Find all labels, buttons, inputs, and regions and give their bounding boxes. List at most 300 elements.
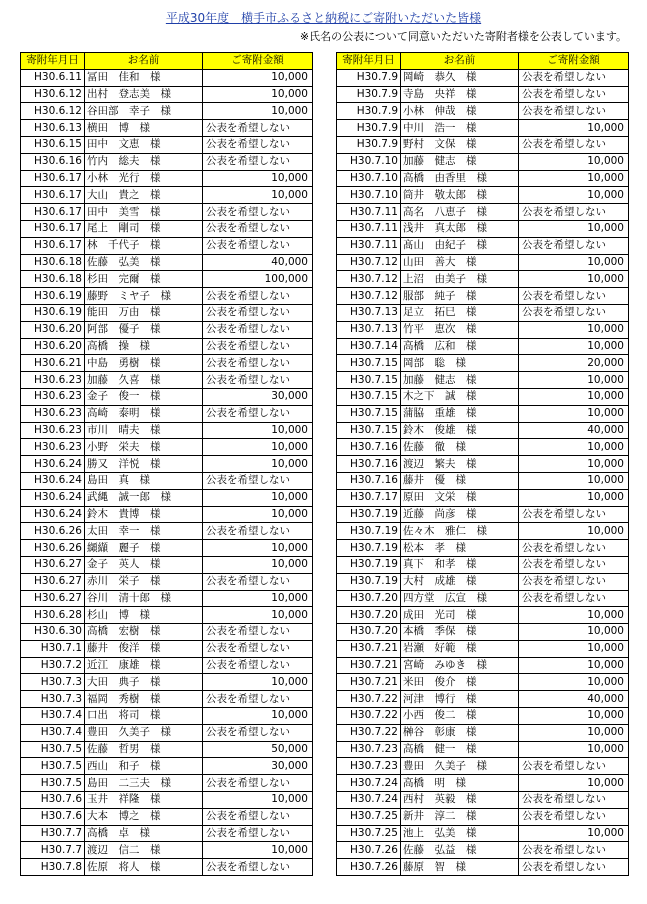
name-cell: 冨田 佳和 様 [85,69,203,86]
amount-cell: 公表を希望しない [203,136,313,153]
name-cell: 西村 英毅 様 [401,792,519,809]
table-row [21,355,313,372]
table-row [337,691,629,708]
table-row [21,69,313,86]
name-cell: 加藤 久喜 様 [85,372,203,389]
table-row [21,439,313,456]
table-row [337,775,629,792]
date-cell: H30.7.24 [337,792,401,809]
date-cell: H30.7.22 [337,724,401,741]
amount-cell: 公表を希望しない [203,859,313,876]
table-row [21,808,313,825]
date-cell: H30.6.24 [21,489,85,506]
table-row [21,573,313,590]
name-cell: 阿部 優子 様 [85,321,203,338]
name-cell: 高橋 明 様 [401,775,519,792]
table-row [337,204,629,221]
date-cell: H30.7.15 [337,422,401,439]
table-row [337,540,629,557]
table-row [21,792,313,809]
name-cell: 岩瀬 好範 様 [401,640,519,657]
amount-cell: 公表を希望しない [203,808,313,825]
date-cell: H30.6.15 [21,136,85,153]
amount-cell: 10,000 [519,741,629,758]
amount-cell: 100,000 [203,271,313,288]
name-cell: 岡部 聡 様 [401,355,519,372]
name-cell: 足立 拓巳 様 [401,304,519,321]
table-row [21,388,313,405]
amount-cell: 公表を希望しない [203,120,313,137]
name-cell: 高橋 卓 様 [85,825,203,842]
amount-cell: 10,000 [519,439,629,456]
table-row [21,304,313,321]
name-cell: 鈴木 貴博 様 [85,506,203,523]
amount-cell: 10,000 [519,187,629,204]
amount-cell: 10,000 [203,708,313,725]
name-cell: 小野 栄夫 様 [85,439,203,456]
table-row [21,120,313,137]
name-cell: 蒲脇 重雄 様 [401,405,519,422]
table-row [21,691,313,708]
table-row [337,708,629,725]
date-cell: H30.7.13 [337,321,401,338]
name-cell: 杉山 博 様 [85,607,203,624]
table-row [337,187,629,204]
date-cell: H30.6.17 [21,220,85,237]
name-cell: 金子 英人 様 [85,556,203,573]
table-row [337,506,629,523]
name-cell: 田中 美雪 様 [85,204,203,221]
header-amount: ご寄附金額 [519,53,629,70]
table-row [21,624,313,641]
page-title: 平成30年度 横手市ふるさと納税にご寄附いただいた皆様 [165,11,482,25]
date-cell: H30.7.15 [337,372,401,389]
amount-cell: 公表を希望しない [203,691,313,708]
amount-cell: 公表を希望しない [203,372,313,389]
table-row [21,456,313,473]
date-cell: H30.6.26 [21,523,85,540]
date-cell: H30.6.17 [21,204,85,221]
name-cell: 宮崎 みゆき 様 [401,657,519,674]
date-cell: H30.7.23 [337,758,401,775]
date-cell: H30.6.18 [21,271,85,288]
date-cell: H30.6.16 [21,153,85,170]
amount-cell: 公表を希望しない [203,220,313,237]
table-row [21,271,313,288]
date-cell: H30.6.17 [21,170,85,187]
table-row [337,237,629,254]
name-cell: 谷田部 幸子 様 [85,103,203,120]
table-row [21,708,313,725]
table-row [337,288,629,305]
table-row [21,674,313,691]
amount-cell: 公表を希望しない [203,624,313,641]
amount-cell: 10,000 [519,321,629,338]
table-row [337,69,629,86]
date-cell: H30.7.20 [337,607,401,624]
amount-cell: 10,000 [203,187,313,204]
table-row [21,187,313,204]
table-row [21,136,313,153]
name-cell: 本橋 季保 様 [401,624,519,641]
date-cell: H30.7.24 [337,775,401,792]
amount-cell: 公表を希望しない [203,657,313,674]
table-row [21,842,313,859]
name-cell: 加藤 健志 様 [401,153,519,170]
amount-cell: 公表を希望しない [203,775,313,792]
name-cell: 高橋 操 様 [85,338,203,355]
table-row [21,372,313,389]
amount-cell: 10,000 [519,405,629,422]
table-row [337,86,629,103]
amount-cell: 公表を希望しない [519,758,629,775]
table-row [337,724,629,741]
amount-cell: 公表を希望しない [203,640,313,657]
table-row [21,288,313,305]
table-row [21,741,313,758]
date-cell: H30.6.20 [21,338,85,355]
date-cell: H30.7.25 [337,808,401,825]
name-cell: 能田 万由 様 [85,304,203,321]
table-row [337,456,629,473]
name-cell: 纐纈 麗子 様 [85,540,203,557]
amount-cell: 10,000 [203,103,313,120]
date-cell: H30.7.16 [337,439,401,456]
table-row [21,640,313,657]
date-cell: H30.6.23 [21,388,85,405]
date-cell: H30.6.28 [21,607,85,624]
amount-cell: 公表を希望しない [519,304,629,321]
table-row [337,170,629,187]
date-cell: H30.7.16 [337,456,401,473]
amount-cell: 公表を希望しない [519,540,629,557]
name-cell: 藤井 優 様 [401,472,519,489]
amount-cell: 10,000 [519,120,629,137]
table-row [21,338,313,355]
table-row [21,405,313,422]
amount-cell: 10,000 [519,338,629,355]
name-cell: 赤川 栄子 様 [85,573,203,590]
date-cell: H30.6.24 [21,456,85,473]
name-cell: 市川 晴夫 様 [85,422,203,439]
date-cell: H30.7.19 [337,523,401,540]
name-cell: 口出 将司 様 [85,708,203,725]
amount-cell: 10,000 [519,640,629,657]
date-cell: H30.6.17 [21,187,85,204]
amount-cell: 公表を希望しない [203,573,313,590]
name-cell: 藤井 俊洋 様 [85,640,203,657]
table-row [21,758,313,775]
date-cell: H30.6.23 [21,372,85,389]
date-cell: H30.6.20 [21,321,85,338]
amount-cell: 公表を希望しない [519,556,629,573]
amount-cell: 10,000 [519,708,629,725]
date-cell: H30.7.10 [337,187,401,204]
amount-cell: 公表を希望しない [203,304,313,321]
table-row [21,859,313,876]
amount-cell: 10,000 [203,792,313,809]
header-name: お名前 [401,53,519,70]
name-cell: 浅井 真太郎 様 [401,220,519,237]
date-cell: H30.7.26 [337,842,401,859]
date-cell: H30.7.2 [21,657,85,674]
donor-table-right [336,52,629,876]
table-row [337,842,629,859]
name-cell: 米田 俊介 様 [401,674,519,691]
name-cell: 佐藤 弘美 様 [85,254,203,271]
date-cell: H30.6.21 [21,355,85,372]
name-cell: 服部 純子 様 [401,288,519,305]
amount-cell: 10,000 [519,674,629,691]
amount-cell: 10,000 [519,624,629,641]
name-cell: 筒井 敬太郎 様 [401,187,519,204]
name-cell: 高名 八恵子 様 [401,204,519,221]
name-cell: 成田 光司 様 [401,607,519,624]
amount-cell: 公表を希望しない [203,405,313,422]
table-row [21,204,313,221]
name-cell: 横田 博 様 [85,120,203,137]
amount-cell: 公表を希望しない [203,825,313,842]
date-cell: H30.7.23 [337,741,401,758]
name-cell: 田中 文恵 様 [85,136,203,153]
date-cell: H30.6.19 [21,304,85,321]
table-row [21,724,313,741]
amount-cell: 30,000 [203,388,313,405]
table-row [337,405,629,422]
name-cell: 出村 登志美 様 [85,86,203,103]
table-row [21,607,313,624]
table-row [337,439,629,456]
table-row [337,254,629,271]
name-cell: 福岡 秀樹 様 [85,691,203,708]
amount-cell: 公表を希望しない [519,842,629,859]
name-cell: 林 千代子 様 [85,237,203,254]
amount-cell: 10,000 [519,825,629,842]
date-cell: H30.7.11 [337,237,401,254]
date-cell: H30.7.25 [337,825,401,842]
date-cell: H30.7.16 [337,472,401,489]
amount-cell: 公表を希望しない [519,859,629,876]
table-row [337,103,629,120]
amount-cell: 50,000 [203,741,313,758]
name-cell: 野村 文保 様 [401,136,519,153]
header-date: 寄附年月日 [337,53,401,70]
amount-cell: 10,000 [203,422,313,439]
date-cell: H30.6.24 [21,506,85,523]
date-cell: H30.7.15 [337,405,401,422]
donor-table-left [20,52,313,876]
date-cell: H30.6.23 [21,422,85,439]
date-cell: H30.7.20 [337,624,401,641]
date-cell: H30.7.19 [337,556,401,573]
amount-cell: 公表を希望しない [203,523,313,540]
amount-cell: 10,000 [203,86,313,103]
date-cell: H30.7.21 [337,657,401,674]
name-cell: 佐々木 雅仁 様 [401,523,519,540]
table-row [337,808,629,825]
date-cell: H30.7.6 [21,808,85,825]
header-row [21,53,313,70]
table-row [21,472,313,489]
table-row [21,103,313,120]
date-cell: H30.7.9 [337,86,401,103]
amount-cell: 公表を希望しない [519,590,629,607]
name-cell: 勝又 洋悦 様 [85,456,203,473]
date-cell: H30.7.3 [21,691,85,708]
table-row [337,674,629,691]
table-row [21,775,313,792]
table-row [337,859,629,876]
name-cell: 太田 幸一 様 [85,523,203,540]
name-cell: 鈴木 俊雄 様 [401,422,519,439]
table-row [337,220,629,237]
name-cell: 藤野 ミヤ子 様 [85,288,203,305]
amount-cell: 10,000 [519,153,629,170]
date-cell: H30.7.11 [337,220,401,237]
amount-cell: 10,000 [519,607,629,624]
name-cell: 豊田 久美子 様 [401,758,519,775]
name-cell: 河津 博行 様 [401,691,519,708]
amount-cell: 公表を希望しない [519,573,629,590]
date-cell: H30.7.11 [337,204,401,221]
date-cell: H30.7.5 [21,758,85,775]
name-cell: 新井 淳二 様 [401,808,519,825]
date-cell: H30.7.21 [337,640,401,657]
table-row [337,825,629,842]
date-cell: H30.7.1 [21,640,85,657]
date-cell: H30.7.15 [337,388,401,405]
amount-cell: 10,000 [203,489,313,506]
name-cell: 上沼 由美子 様 [401,271,519,288]
amount-cell: 10,000 [519,523,629,540]
name-cell: 松本 孝 様 [401,540,519,557]
name-cell: 四方堂 広宣 様 [401,590,519,607]
amount-cell: 10,000 [203,170,313,187]
name-cell: 中川 浩一 様 [401,120,519,137]
date-cell: H30.6.12 [21,86,85,103]
header-name: お名前 [85,53,203,70]
name-cell: 渡辺 繁夫 様 [401,456,519,473]
amount-cell: 10,000 [203,540,313,557]
name-cell: 大田 典子 様 [85,674,203,691]
date-cell: H30.7.19 [337,506,401,523]
date-cell: H30.7.19 [337,540,401,557]
date-cell: H30.7.13 [337,304,401,321]
date-cell: H30.6.23 [21,405,85,422]
name-cell: 池上 弘美 様 [401,825,519,842]
amount-cell: 10,000 [519,220,629,237]
date-cell: H30.6.26 [21,540,85,557]
date-cell: H30.7.9 [337,136,401,153]
date-cell: H30.7.15 [337,355,401,372]
amount-cell: 公表を希望しない [203,237,313,254]
date-cell: H30.7.10 [337,170,401,187]
date-cell: H30.7.8 [21,859,85,876]
date-cell: H30.6.13 [21,120,85,137]
amount-cell: 公表を希望しない [203,288,313,305]
date-cell: H30.7.9 [337,69,401,86]
date-cell: H30.7.4 [21,724,85,741]
date-cell: H30.7.22 [337,708,401,725]
name-cell: 近江 康雄 様 [85,657,203,674]
date-cell: H30.7.10 [337,153,401,170]
amount-cell: 公表を希望しない [203,472,313,489]
table-row [337,153,629,170]
table-row [337,304,629,321]
amount-cell: 30,000 [203,758,313,775]
amount-cell: 公表を希望しない [203,321,313,338]
date-cell: H30.7.9 [337,103,401,120]
name-cell: 島田 二三夫 様 [85,775,203,792]
name-cell: 島田 真 様 [85,472,203,489]
table-row [337,573,629,590]
name-cell: 小林 伸哉 様 [401,103,519,120]
name-cell: 西山 和子 様 [85,758,203,775]
date-cell: H30.7.3 [21,674,85,691]
table-row [21,170,313,187]
name-cell: 山田 善大 様 [401,254,519,271]
date-cell: H30.6.24 [21,472,85,489]
amount-cell: 10,000 [519,472,629,489]
date-cell: H30.6.19 [21,288,85,305]
table-row [21,321,313,338]
table-row [21,825,313,842]
date-cell: H30.7.5 [21,741,85,758]
amount-cell: 10,000 [519,170,629,187]
date-cell: H30.7.5 [21,775,85,792]
table-row [337,472,629,489]
date-cell: H30.6.30 [21,624,85,641]
amount-cell: 40,000 [519,691,629,708]
header-row [337,53,629,70]
date-cell: H30.6.18 [21,254,85,271]
name-cell: 武縄 誠一郎 様 [85,489,203,506]
amount-cell: 公表を希望しない [203,153,313,170]
amount-cell: 10,000 [519,372,629,389]
amount-cell: 10,000 [519,456,629,473]
date-cell: H30.7.6 [21,792,85,809]
amount-cell: 10,000 [203,439,313,456]
date-cell: H30.7.12 [337,271,401,288]
amount-cell: 公表を希望しない [519,86,629,103]
date-cell: H30.6.17 [21,237,85,254]
table-row [337,556,629,573]
name-cell: 榊谷 彰康 様 [401,724,519,741]
name-cell: 高橋 健一 様 [401,741,519,758]
table-row [21,590,313,607]
amount-cell: 公表を希望しない [203,338,313,355]
table-row [337,120,629,137]
table-row [337,338,629,355]
date-cell: H30.7.12 [337,254,401,271]
name-cell: 小林 光行 様 [85,170,203,187]
table-row [337,792,629,809]
name-cell: 大本 博之 様 [85,808,203,825]
amount-cell: 10,000 [519,724,629,741]
table-row [21,237,313,254]
table-row [337,523,629,540]
name-cell: 谷川 清十郎 様 [85,590,203,607]
table-row [337,271,629,288]
amount-cell: 10,000 [519,254,629,271]
table-row [21,489,313,506]
amount-cell: 10,000 [203,590,313,607]
table-row [21,540,313,557]
name-cell: 小西 俊二 様 [401,708,519,725]
name-cell: 豊田 久美子 様 [85,724,203,741]
table-row [21,556,313,573]
date-cell: H30.6.12 [21,103,85,120]
